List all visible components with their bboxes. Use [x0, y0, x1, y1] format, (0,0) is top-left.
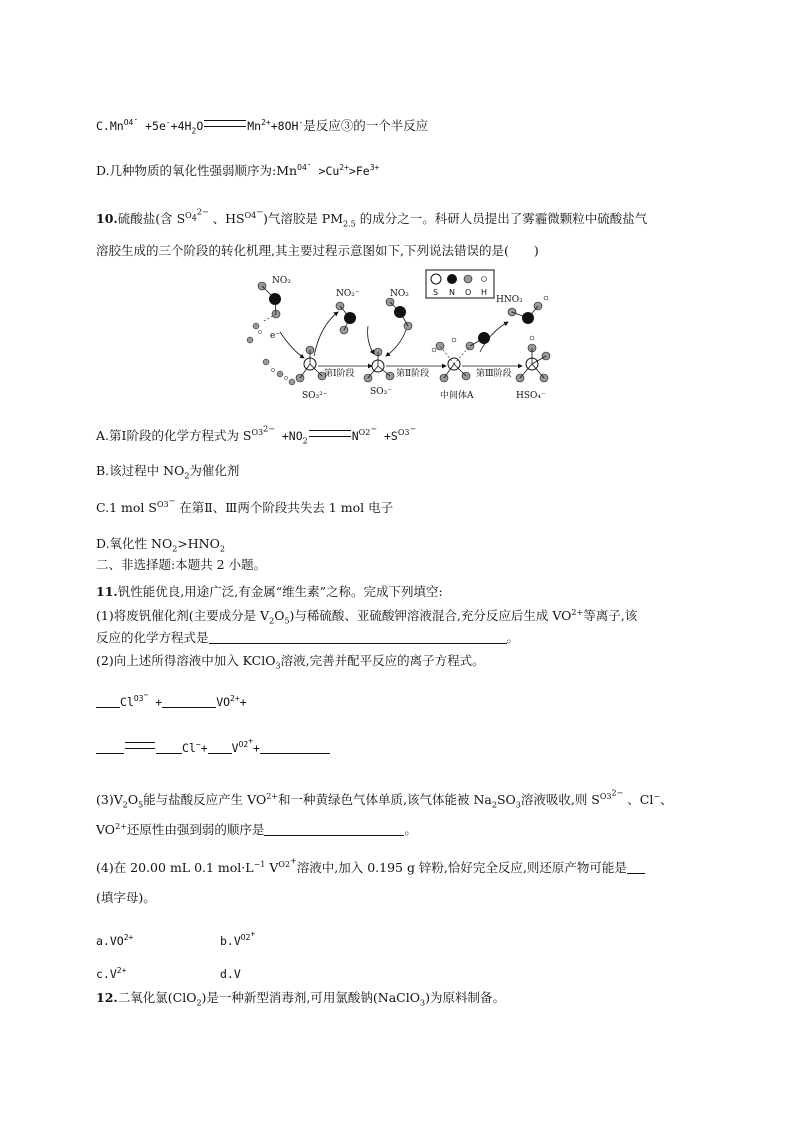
- blank-coef-clo3[interactable]: [96, 694, 120, 708]
- answer-blank-product[interactable]: [627, 860, 645, 874]
- label-so3-2minus: SO₃²⁻: [302, 391, 328, 401]
- q10-option-c: C.1 mol $S^{O3^-}$ 在第Ⅱ、Ⅲ两个阶段共失去 1 mol 电子: [96, 496, 394, 515]
- hso4-minus-molecule: [516, 336, 550, 382]
- question-10-line2: 溶胶生成的三个阶段的转化机理,其主要过程示意图如下,下列说法错误的是( ): [96, 243, 539, 258]
- question-12: 12.二氧化氯(ClO$_2$)是一种新型消毒剂,可用氯酸钠(NaClO$_3$)为原料制备。: [96, 990, 505, 1008]
- q10-option-b: B.该过程中 $NO_2$为催化剂: [96, 463, 240, 481]
- answer-blank-equation[interactable]: [209, 630, 507, 644]
- q11-part4-line2: (填字母)。: [96, 890, 156, 905]
- q11-equation-line2: $Cl^-+ V^{O2^+}+$: [96, 740, 330, 756]
- q10-option-a: A.第Ⅰ阶段的化学方程式为 $S^{O3^{2-}} +NO_2$ $N^{O2^-} +S^{O3^-}$: [96, 424, 417, 446]
- question-10-line1: 10.硫酸盐(含 $S^{O_4^{2-}}$ 、$HS^{O4^-}$)气溶胶是 $PM_{2.5}$ 的成分之一。科研人员提出了雾霾微颗粒中硫酸盐气: [96, 207, 648, 229]
- blank-reactant[interactable]: [96, 740, 124, 754]
- q10-option-d: D.氧化性 $NO_2>HNO_2$: [96, 536, 225, 554]
- blank-product[interactable]: [260, 740, 330, 754]
- label-hno2: HNO₂: [496, 295, 523, 305]
- label-hso4-minus: HSO₄⁻: [516, 391, 546, 401]
- question-11-intro: 11.钒性能优良,用途广泛,有金属“维生素”之称。完成下列填空:: [96, 584, 443, 599]
- answer-blank-order[interactable]: [264, 822, 404, 836]
- legend-o: O: [465, 288, 472, 297]
- legend-s: S: [433, 288, 439, 297]
- label-so3-minus: SO₃⁻: [370, 387, 392, 397]
- legend: [426, 270, 494, 298]
- q11-part3-line2: $VO^{2+}$还原性由强到弱的顺序是 。: [96, 821, 417, 837]
- q11-option-b: $b.V^{O2^+}$: [220, 929, 256, 948]
- no2-minus-molecule: [336, 302, 356, 334]
- q11-option-c: $c.V^{2+}$: [96, 966, 127, 981]
- q11-part3-line1: $(3)V_2O_5$能与盐酸反应产生 $VO^{2+}$和一种黄绿色气体单质,该气体能被 $Na_2SO_3$溶液吸收,则 $S^{O3^{2-}}$ 、Cl−、: [96, 788, 673, 810]
- q11-equation-line1: $Cl^{O3^-} + VO^{2+}+$: [96, 694, 247, 710]
- blank-coef-vo2[interactable]: [162, 694, 216, 708]
- blank-coef-cl[interactable]: [156, 740, 182, 754]
- label-intermediate-a: 中间体A: [440, 391, 474, 401]
- legend-h: H: [481, 288, 488, 297]
- no2-molecule-left: [258, 282, 281, 318]
- label-stage2: 第Ⅱ阶段: [396, 369, 430, 379]
- q11-part4-line1: (4)在 20.00 mL 0.1 $mol\cdot L^{-1}$ $V^{O2^+}$溶液中,加入 0.195 g 锌粉,恰好完全反应,则还原产物可能是: [96, 860, 645, 876]
- no2-molecule-middle: [386, 298, 412, 330]
- label-electron: e⁻: [270, 331, 281, 341]
- q11-part1-line1: (1)将废钒催化剂(主要成分是 $V_2O_5$)与稀硫酸、亚硫酸钾溶液混合,充分反应后生成 $VO^{2+}$等离子,该: [96, 607, 638, 626]
- section-heading: 二、非选择题:本题共 2 小题。: [96, 557, 267, 572]
- so3-2minus-molecule: [296, 346, 326, 382]
- blank-coef-vo2plus[interactable]: [208, 740, 232, 754]
- option-c: $C.Mn^{O4^-} +5e^-+4H_2O$ $Mn^{2+}+8OH^-$是反应③的一个半反应: [96, 114, 429, 136]
- label-stage3: 第Ⅲ阶段: [476, 369, 512, 379]
- label-no2-top: NO₂: [272, 276, 291, 286]
- q11-part1-line2: 反应的化学方程式是 。: [96, 630, 520, 645]
- legend-n: N: [449, 288, 455, 297]
- label-no2-minus: NO₂⁻: [336, 289, 360, 299]
- label-stage1: 第Ⅰ阶段: [324, 369, 355, 379]
- mechanism-diagram: [240, 266, 560, 406]
- q11-part2: (2)向上述所得溶液中加入 KClO$_3$溶液,完善并配平反应的离子方程式。: [96, 653, 485, 671]
- label-no2-middle: NO₂: [390, 289, 409, 299]
- q11-option-a: $a.VO^{2+}$: [96, 933, 134, 948]
- option-d: D.几种物质的氧化性强弱顺序为$:Mn^{O4^-} >Cu^{2+}>Fe^{3+}$: [96, 159, 380, 178]
- q11-option-d: d.V: [220, 967, 241, 981]
